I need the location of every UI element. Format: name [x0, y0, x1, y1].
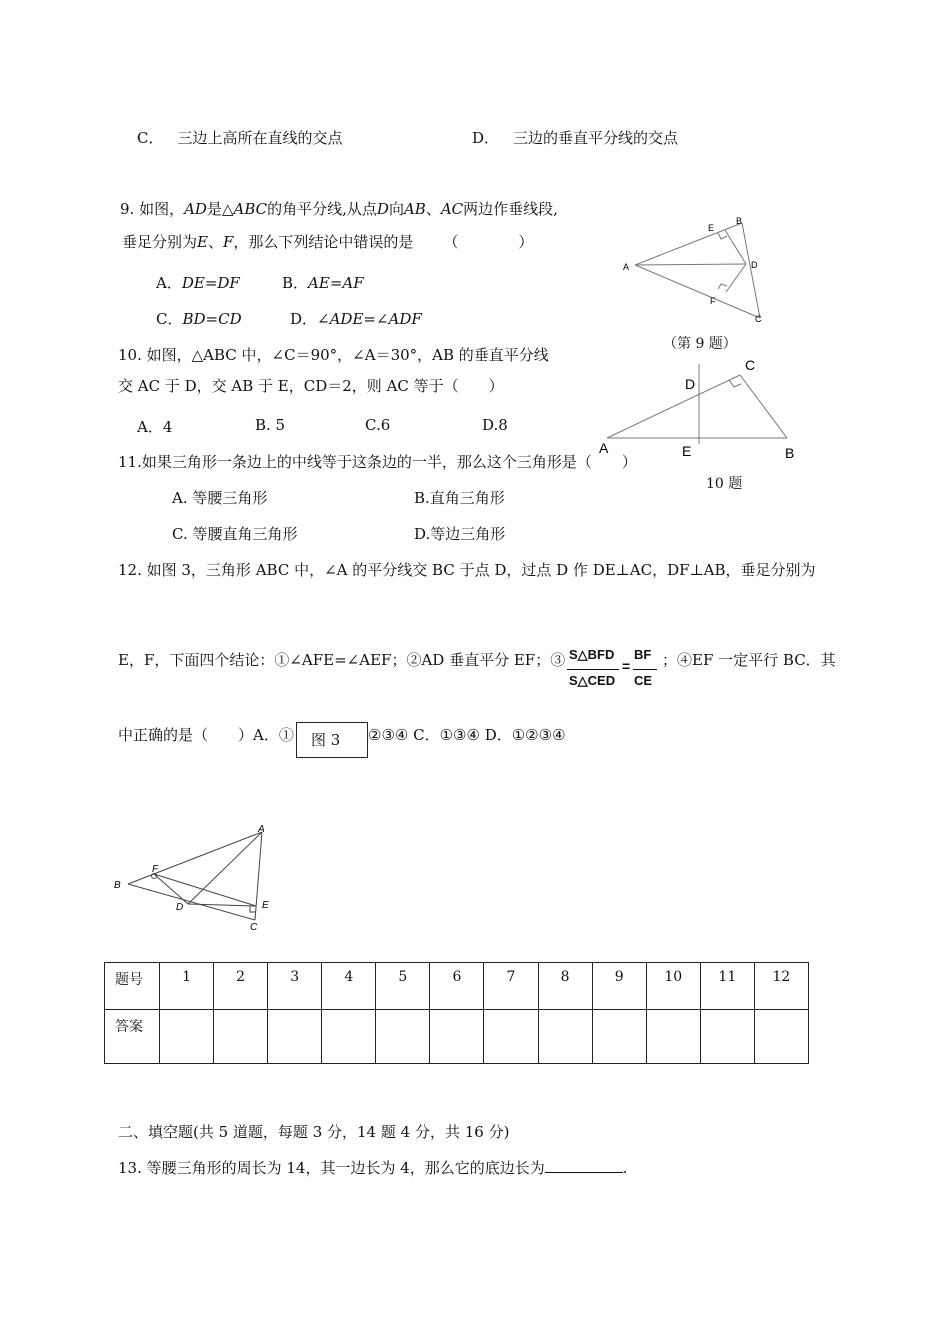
q10-label-c: C	[745, 357, 756, 373]
q11-option-c: C. 等腰直角三角形	[172, 525, 298, 543]
answer-table-answer-row	[105, 1010, 809, 1064]
q10-label-b: B	[785, 445, 795, 461]
section2-heading: 二、填空题(共 5 道题，每题 3 分，14 题 4 分，共 16 分)	[118, 1123, 510, 1141]
question-number: 7	[484, 963, 538, 1010]
question-number: 11	[700, 963, 754, 1010]
q12-frac2-denominator: CE	[634, 673, 653, 688]
q13-stem: 13. 等腰三角形的周长为 14，其一边长为 4，那么它的底边长为 .	[118, 1159, 628, 1177]
q10-option-a: A．4	[137, 418, 173, 436]
q10-label-d: D	[685, 376, 696, 392]
q9-label-f: F	[710, 296, 716, 306]
q9-label-b: B	[736, 216, 743, 226]
q12-stem-line2-end: ；④EF 一定平行 BC．其	[662, 651, 836, 669]
q12-frac-bar	[567, 669, 619, 670]
q11-option-b: B.直角三角形	[414, 489, 505, 507]
q10-option-c: C.6	[365, 416, 391, 434]
question-number: 9	[592, 963, 646, 1010]
q12-frac-equals: =	[622, 658, 631, 674]
q12-label-b: B	[114, 880, 121, 891]
q13-answer-blank[interactable]	[545, 1158, 623, 1173]
q9-label-a: A	[623, 262, 630, 272]
q12-frac2-bar	[633, 669, 657, 670]
answer-cell[interactable]	[592, 1010, 646, 1064]
q12-figure	[110, 820, 290, 935]
q10-stem-line1: 10. 如图，△ABC 中，∠C＝90°，∠A＝30°，AB 的垂直平分线	[118, 346, 549, 364]
q9-option-c: C．BD=CD	[156, 310, 242, 328]
answer-cell[interactable]	[484, 1010, 538, 1064]
table-header-label: 题号	[105, 963, 160, 1010]
q12-frac-numerator: S△BFD	[569, 647, 615, 662]
q9-label-c: C	[755, 314, 762, 324]
answer-row-label: 答案	[105, 1010, 160, 1064]
q12-label-a: A	[258, 824, 265, 835]
question-number: 3	[268, 963, 322, 1010]
question-number: 5	[376, 963, 430, 1010]
q12-label-d: D	[176, 902, 184, 913]
answer-cell[interactable]	[430, 1010, 484, 1064]
answer-cell[interactable]	[754, 1010, 808, 1064]
q10-figure	[595, 352, 805, 462]
q12-label-e: E	[262, 900, 269, 911]
question-number: 10	[646, 963, 700, 1010]
q10-stem-line2: 交 AC 于 D，交 AB 于 E，CD＝2，则 AC 等于（ ）	[118, 377, 504, 395]
q8-option-c: C． 三边上高所在直线的交点	[137, 129, 343, 147]
answer-cell[interactable]	[214, 1010, 268, 1064]
q12-stem-line1: 12. 如图 3，三角形 ABC 中，∠A 的平分线交 BC 于点 D，过点 D 作 DE⊥AC，DF⊥AB，垂足分别为	[118, 561, 816, 579]
q9-label-e: E	[708, 223, 715, 233]
q12-label-f: F	[152, 864, 159, 875]
answer-cell[interactable]	[538, 1010, 592, 1064]
question-number: 1	[160, 963, 214, 1010]
q9-option-d: D．∠ADE=∠ADF	[290, 310, 422, 328]
answer-cell[interactable]	[322, 1010, 376, 1064]
question-number: 12	[754, 963, 808, 1010]
q9-option-a: A．DE=DF	[156, 274, 240, 292]
answer-table	[104, 962, 809, 1064]
q10-option-d: D.8	[482, 416, 508, 434]
q9-figure	[615, 210, 775, 330]
q9-figure-caption: （第 9 题）	[663, 336, 737, 352]
q12-figure-box: 图 3	[296, 722, 368, 758]
q12-stem-line3-b: ②③④ C．①③④ D．①②③④	[368, 726, 566, 744]
q12-ratio-formula	[567, 647, 661, 693]
q10-label-a: A	[599, 440, 609, 456]
q10-figure-caption: 10 题	[706, 476, 743, 492]
answer-cell[interactable]	[160, 1010, 214, 1064]
answer-table-header-row	[105, 963, 809, 1010]
answer-cell[interactable]	[646, 1010, 700, 1064]
q11-option-d: D.等边三角形	[414, 525, 506, 543]
q12-frac-denominator: S△CED	[569, 673, 616, 688]
q12-stem-line2-start: E，F，下面四个结论：①∠AFE=∠AEF；②AD 垂直平分 EF；③	[118, 651, 566, 669]
question-number: 8	[538, 963, 592, 1010]
q9-stem-line2: 垂足分别为E、F，那么下列结论中错误的是 （ ）	[122, 233, 534, 251]
question-number: 6	[430, 963, 484, 1010]
question-number: 2	[214, 963, 268, 1010]
q10-label-e: E	[682, 443, 692, 459]
q10-option-b: B. 5	[255, 416, 286, 434]
answer-cell[interactable]	[376, 1010, 430, 1064]
answer-cell[interactable]	[700, 1010, 754, 1064]
question-number: 4	[322, 963, 376, 1010]
answer-cell[interactable]	[268, 1010, 322, 1064]
q11-option-a: A. 等腰三角形	[172, 489, 268, 507]
q8-option-d: D． 三边的垂直平分线的交点	[472, 129, 679, 147]
q12-stem-line3-a: 中正确的是（ ）A．①	[118, 726, 294, 744]
q9-label-d: D	[751, 260, 758, 270]
q9-option-b: B．AE=AF	[282, 274, 364, 292]
q9-stem-line1: 9. 如图，AD是△ABC的角平分线,从点D向AB、AC两边作垂线段,	[120, 200, 558, 218]
q12-label-c: C	[250, 922, 258, 933]
q12-frac2-numerator: BF	[634, 647, 652, 662]
q11-stem: 11.如果三角形一条边上的中线等于这条边的一半，那么这个三角形是（ ）	[118, 453, 637, 471]
